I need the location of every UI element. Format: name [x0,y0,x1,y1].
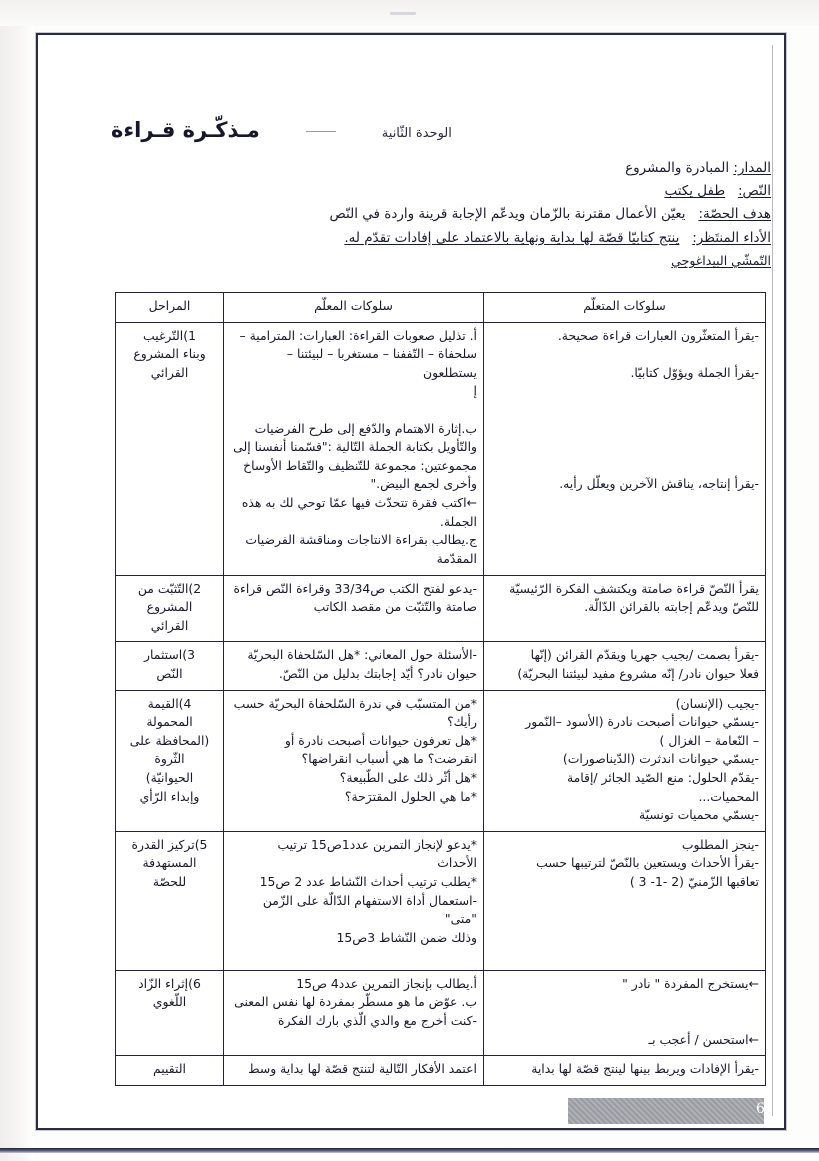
table-row [116,322,766,575]
stage-cell-line: الحيوانيّة) [145,770,194,786]
learner-cell-line: -يقرأ إنتاجه، يناقش الآخرين ويعلّل رأيه. [559,476,759,492]
teacher-cell-line: -استعمال أداة الاستفهام الدّالّة على الزّمن "متى" [262,892,477,927]
stage-cell-line: الثّروة [154,751,185,767]
stage-cell [116,1056,224,1086]
teacher-cell [224,970,484,1055]
teacher-cell-line: إ [473,383,477,399]
meta-expected-performance [111,227,771,250]
table-row [116,690,766,831]
learner-cell-line [490,401,759,420]
meta-madar-value: المبادرة والمشروع [625,160,730,176]
table-row [116,642,766,690]
learner-cell-line: ←يستخرج المفردة " نادر " [622,975,759,991]
title-row [111,118,771,143]
teacher-cell [224,831,484,970]
learner-cell-line [490,382,759,401]
meta-pedagogical-path [111,250,771,272]
learner-cell [484,831,766,970]
stage-cell-line: النّص [156,665,183,681]
scan-bottom-edge [0,1148,819,1153]
meta-madar [111,157,771,180]
stage-cell-line: التقييم [153,1061,186,1077]
teacher-cell-line: *ما هي الحلول المقترَحة؟ [344,788,477,804]
stage-cell-line: المشروع [146,599,193,615]
stage-cell-line: 5)تركيز القدرة [131,836,208,852]
learner-cell-line: -يقرأ الأحداث ويستعين بالنّصّ لترتيبها حسب [536,855,759,871]
teacher-cell-line: اعتمد الأفكار التّالية لتنتج قصّة لها بداية وسط [248,1061,477,1077]
learner-cell-line: -يقرأ المتعثّرون العبارات قراءة صحيحة. [557,327,759,343]
stage-cell-line: وبناء المشروع [133,346,206,362]
meta-goal [111,203,771,226]
teacher-cell-line: ج.يطالب بقراءة الانتاجات ومناقشة الفرضيات [245,532,477,548]
unit-label: الوحدة الثّانية [381,126,452,141]
learner-cell-line: فعلا حيوان نادر/ إنّه مشروع مفيد لبيئتنا البحريّة) [517,665,759,681]
learner-cell-line: المحميات... [698,788,759,804]
learner-cell-line: -ينجز المطلوب [681,836,759,852]
teacher-cell [224,690,484,831]
scan-gray-artifact [568,1098,764,1124]
learner-cell-line [490,457,759,476]
table-body [116,322,766,1085]
learner-cell-line: -يقرأ الإفادات ويربط بينها لينتج قصّة لها بداية [531,1061,759,1077]
learner-cell-line: -يسمّي حيوانات اندثرت (الدّيناصورات) [562,751,759,767]
teacher-cell-line [230,401,477,420]
title-dash-separator [306,131,336,132]
teacher-cell-line: *هل أثّر ذلك على الطّبيعة؟ [339,770,477,786]
stage-cell-line: المستهدفة [142,855,197,871]
meta-nass [111,180,771,203]
table-head [116,293,766,323]
learner-cell [484,642,766,690]
stage-cell-line: للحصّة [152,874,187,890]
lesson-plan-table [115,292,766,1086]
meta-goal-key: هدف الحصّة: [698,206,771,223]
page-number: 6 [756,1101,765,1117]
stage-cell [116,831,224,970]
teacher-cell-line: رأيك؟ [447,714,477,730]
learner-cell [484,575,766,642]
stage-cell-line: 2)التّثبّت من [137,580,202,596]
learner-cell-line: -يقرأ الجملة ويؤوّل كتابيّا. [630,364,759,380]
stage-cell [116,322,224,575]
teacher-cell [224,642,484,690]
meta-expected-key: الأداء المنتَظر: [692,229,771,246]
teacher-cell-line: أ. تذليل صعوبات القراءة: العبارات: المترامية – [239,327,477,343]
learner-cell-line: -يقدّم الحلول: منع الصّيد الجائر /إقامة [566,770,759,786]
meta-nass-key: النّص: [737,183,771,200]
lesson-plan-table-wrap [116,292,766,1086]
teacher-cell-line: وذلك ضمن النّشاط 3ص15 [336,929,477,945]
table-row [116,970,766,1055]
teacher-cell-line: -الأسئلة حول المعاني: *هل السّلحفاة البحريّة [247,647,477,663]
teacher-cell [224,575,484,642]
stage-cell-line: (المحافظة على [129,732,210,748]
col-header-stage: المراحل [116,293,224,323]
stage-cell-line: اللّغوي [152,994,187,1010]
teacher-cell-line: ب.إثارة الاهتمام والدّفع إلى طرح الفرضيات [254,420,477,436]
table-row [116,575,766,642]
teacher-cell-line: *من المتسبّب في ندرة السّلحفاة البحريّة حسب [233,695,477,711]
meta-pedagogical-key: التّمشّي البيداغوجي [671,252,771,268]
col-header-learner: سلوكات المتعلّم [484,293,766,323]
teacher-cell [224,1056,484,1086]
learner-cell [484,322,766,575]
learner-cell-line: -يسمّي حيوانات أصبحت نادرة (الأسود –النّمور [525,714,759,730]
scan-speck [390,12,416,15]
teacher-cell-line: انقرضت؟ ما هي أسباب انقراضها؟ [301,751,477,767]
teacher-cell-line: المقدّمة [436,550,477,566]
stage-cell-line: 3)استثمار [144,647,195,663]
meta-goal-value: يعيّن الأعمال مقترنة بالزّمان ويدعّم الإجابة قرينة واردة في النّص [329,206,686,223]
stage-cell-line: 1)التّرغيب [143,327,196,343]
meta-nass-value: طفل يكتب [664,183,726,200]
learner-cell-line: يقرأ النّصّ قراءة صامتة ويكتشف الفكرة الرّئيسيّة [509,580,759,596]
teacher-cell-line: والتّأويل بكتابة الجملة التّالية :"قسّمنا أنفسنا إلى [233,439,477,455]
learner-cell-line: للنّصّ ويدعّم إجابته بالقرائن الدّالّة. [584,599,759,615]
stage-cell [116,575,224,642]
learner-cell-line: تعاقبها الزّمنيّ (2 -1- 3 ) [629,874,759,890]
document-header [111,118,771,271]
table-header-row [116,293,766,323]
stage-cell-line: القرائي [150,364,189,380]
learner-cell [484,690,766,831]
teacher-cell-line: *هل تعرفون حيوانات أصبحت نادرة أو [284,732,477,748]
teacher-cell-line: سلحفاة – التّففنا – مستغربا – لبيئتنا – يستطلعون [286,346,477,380]
teacher-cell-line: أ.يطالب بإنجاز التمرين عدد4 ص15 [296,975,477,991]
learner-cell-line [490,1012,759,1031]
teacher-cell-line: حيوان نادر؟ أيّد إجابتك بدليل من النّصّ. [278,665,477,681]
learner-cell-line: – النّعامة – الغزال ) [659,732,759,748]
teacher-cell-line: ←اكتب فقرة تتحدّث فيها عمّا توحي لك به هذه [241,495,477,511]
meta-madar-key: المدار: [733,160,771,176]
table-row [116,1056,766,1086]
learner-cell-line: -يقرأ بصمت /يجيب جهريا ويقدّم القرائن (إنّها [530,647,759,663]
learner-cell-line: ←استحسن / أعجب بـ [648,1031,759,1047]
learner-cell [484,1056,766,1086]
stage-cell-line: وإبداء الرّأي [139,788,200,804]
teacher-cell [224,322,484,575]
teacher-cell-line: الأحداث [437,855,477,871]
scan-edge-left [0,0,34,1161]
col-header-teacher: سلوكات المعلّم [224,293,484,323]
learner-cell-line: -يجيب (الإنسان) [675,695,759,711]
teacher-cell-line: الجملة. [439,513,477,529]
stage-cell-line: 6)إثراء الزّاد [138,975,201,991]
page-title: مـذكّـرة قـراءة [111,118,260,142]
meta-expected-value: ينتج كتابيّا قصّة لها بداية ونهاية بالاعتماد على إفادات تقدّم له. [344,229,680,246]
teacher-cell-line: -كنت أخرج مع والدي الّذي بارك الفكرة [278,1013,477,1029]
learner-cell [484,970,766,1055]
learner-cell-line [490,993,759,1012]
teacher-cell-line: صامتة والتّثبّت من مقصد الكاتب [313,599,477,615]
stage-cell-line: القرائي [150,617,189,633]
teacher-cell-line: *يطلب ترتيب أحداث النّشاط عدد 2 ص15 [259,874,477,890]
teacher-cell-line: وأخرى لجمع البيض." [370,476,477,492]
learner-cell-line [490,345,759,364]
stage-cell [116,970,224,1055]
stage-cell-line: المحمولة [146,714,193,730]
teacher-cell-line: مجموعتين: مجموعة للتّنظيف والتّقاط الأوساخ [243,457,477,473]
stage-cell-line: 4)القيمة [147,695,192,711]
stage-cell [116,642,224,690]
teacher-cell-line: ب. عوّض ما هو مسطّر بمفردة لها نفس المعنى [234,994,477,1010]
teacher-cell-line: -يدعو لفتح الكتب ص33/34 وقراءة النّص قراءة [233,580,477,596]
learner-cell-line: -يسمّي محميات تونسيّة [638,807,759,823]
table-row [116,831,766,970]
learner-cell-line [490,420,759,439]
stage-cell [116,690,224,831]
learner-cell-line [490,438,759,457]
teacher-cell-line: *يدعو لإنجاز التمرين عدد1ص15 ترتيب [277,836,477,852]
